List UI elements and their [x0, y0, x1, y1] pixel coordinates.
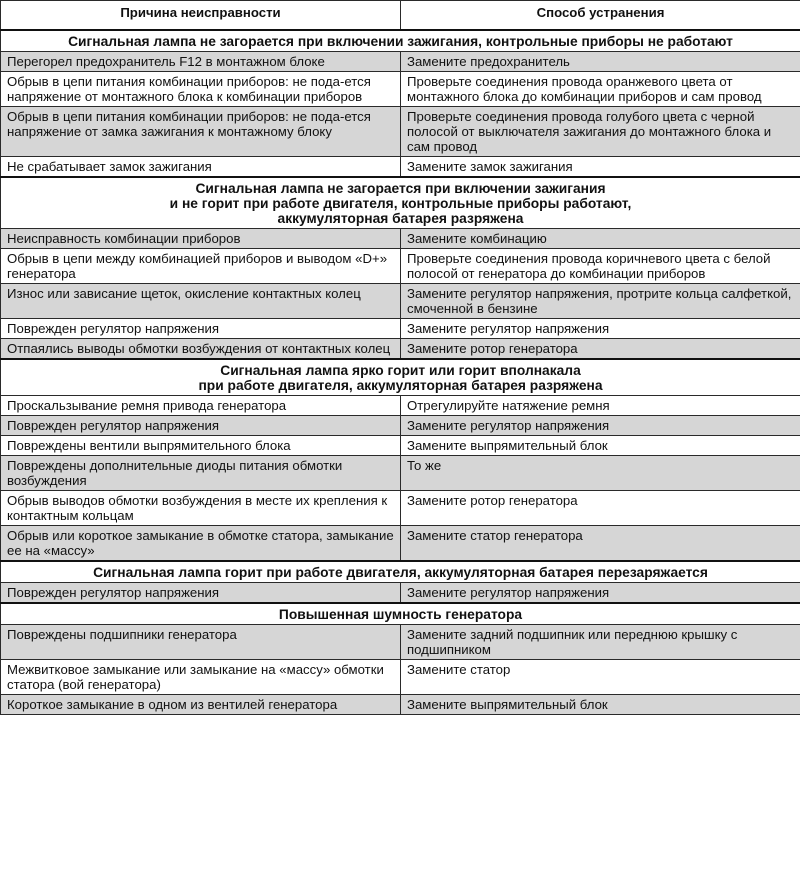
- remedy-cell: Замените регулятор напряжения: [401, 416, 800, 436]
- table-row: [1, 157, 800, 178]
- section-title: [1, 30, 800, 52]
- section-title: [1, 603, 800, 625]
- section-title-line: Сигнальная лампа горит при работе двигателя, аккумуляторная батарея перезаряжается: [93, 565, 708, 580]
- table-row: [1, 52, 800, 72]
- table-row: [1, 526, 800, 562]
- section-header-row: [1, 30, 800, 52]
- header-remedy: Способ устранения: [401, 1, 800, 31]
- table-row: [1, 456, 800, 491]
- section-header-row: [1, 561, 800, 583]
- cause-cell: Обрыв или короткое замыкание в обмотке статора, замыкание ее на «массу»: [1, 526, 401, 562]
- remedy-cell: Замените замок зажигания: [401, 157, 800, 178]
- remedy-cell: Замените статор генератора: [401, 526, 800, 562]
- cause-cell: Поврежден регулятор напряжения: [1, 416, 401, 436]
- table-body: [1, 30, 800, 715]
- table-row: [1, 229, 800, 249]
- section-title-line: при работе двигателя, аккумуляторная батарея разряжена: [198, 378, 603, 393]
- cause-cell: Повреждены дополнительные диоды питания обмотки возбуждения: [1, 456, 401, 491]
- cause-cell: Поврежден регулятор напряжения: [1, 319, 401, 339]
- cause-cell: Не срабатывает замок зажигания: [1, 157, 401, 178]
- remedy-cell: То же: [401, 456, 800, 491]
- section-header-row: [1, 603, 800, 625]
- cause-cell: Неисправность комбинации приборов: [1, 229, 401, 249]
- remedy-cell: Проверьте соединения провода голубого цвета с черной полосой от выключателя зажигания до монтажного блока и сам провод: [401, 107, 800, 157]
- cause-cell: Обрыв в цепи питания комбинации приборов: не пода-ется напряжение от монтажного блока к комбинации приборов: [1, 72, 401, 107]
- section-title: [1, 561, 800, 583]
- table-row: [1, 107, 800, 157]
- cause-cell: Обрыв в цепи между комбинацией приборов и выводом «D+» генератора: [1, 249, 401, 284]
- table-row: [1, 625, 800, 660]
- cause-cell: Межвитковое замыкание или замыкание на «массу» обмотки статора (вой генератора): [1, 660, 401, 695]
- remedy-cell: Замените комбинацию: [401, 229, 800, 249]
- cause-cell: Износ или зависание щеток, окисление контактных колец: [1, 284, 401, 319]
- remedy-cell: Замените статор: [401, 660, 800, 695]
- remedy-cell: Замените предохранитель: [401, 52, 800, 72]
- cause-cell: Обрыв в цепи питания комбинации приборов: не пода-ется напряжение от замка зажигания к монтажному блоку: [1, 107, 401, 157]
- cause-cell: Проскальзывание ремня привода генератора: [1, 396, 401, 416]
- remedy-cell: Замените задний подшипник или переднюю крышку с подшипником: [401, 625, 800, 660]
- remedy-cell: Замените ротор генератора: [401, 339, 800, 360]
- remedy-cell: Отрегулируйте натяжение ремня: [401, 396, 800, 416]
- section-header-row: [1, 359, 800, 396]
- table-row: [1, 695, 800, 715]
- cause-cell: Поврежден регулятор напряжения: [1, 583, 401, 604]
- section-title-line: Сигнальная лампа не загорается при включении зажигания: [195, 181, 606, 196]
- table-row: [1, 319, 800, 339]
- cause-cell: Повреждены вентили выпрямительного блока: [1, 436, 401, 456]
- cause-cell: Короткое замыкание в одном из вентилей генератора: [1, 695, 401, 715]
- remedy-cell: Замените выпрямительный блок: [401, 695, 800, 715]
- remedy-cell: Замените регулятор напряжения: [401, 319, 800, 339]
- table-row: [1, 583, 800, 604]
- section-title-line: аккумуляторная батарея разряжена: [277, 211, 524, 226]
- table-row: [1, 660, 800, 695]
- section-title: [1, 177, 800, 229]
- cause-cell: Перегорел предохранитель F12 в монтажном блоке: [1, 52, 401, 72]
- table-row: [1, 72, 800, 107]
- table-row: [1, 436, 800, 456]
- table-row: [1, 491, 800, 526]
- section-title-line: и не горит при работе двигателя, контрольные приборы работают,: [169, 196, 632, 211]
- table-row: [1, 396, 800, 416]
- table-row: [1, 284, 800, 319]
- section-title-line: Сигнальная лампа не загорается при включении зажигания, контрольные приборы не работают: [68, 34, 733, 49]
- cause-cell: Обрыв выводов обмотки возбуждения в месте их крепления к контактным кольцам: [1, 491, 401, 526]
- section-title-line: Повышенная шумность генератора: [278, 607, 523, 622]
- cause-cell: Повреждены подшипники генератора: [1, 625, 401, 660]
- remedy-cell: Проверьте соединения провода оранжевого цвета от монтажного блока до комбинации приборов и сам провод: [401, 72, 800, 107]
- section-title: [1, 359, 800, 396]
- remedy-cell: Замените регулятор напряжения, протрите кольца салфеткой, смоченной в бензине: [401, 284, 800, 319]
- remedy-cell: Замените регулятор напряжения: [401, 583, 800, 604]
- table-row: [1, 416, 800, 436]
- header-cause: Причина неисправности: [1, 1, 401, 31]
- section-title-line: Сигнальная лампа ярко горит или горит вполнакала: [220, 363, 581, 378]
- remedy-cell: Проверьте соединения провода коричневого цвета с белой полосой от генератора до комбинации приборов: [401, 249, 800, 284]
- header-row: [1, 1, 800, 31]
- table-row: [1, 249, 800, 284]
- remedy-cell: Замените ротор генератора: [401, 491, 800, 526]
- cause-cell: Отпаялись выводы обмотки возбуждения от контактных колец: [1, 339, 401, 360]
- remedy-cell: Замените выпрямительный блок: [401, 436, 800, 456]
- table-row: [1, 339, 800, 360]
- section-header-row: [1, 177, 800, 229]
